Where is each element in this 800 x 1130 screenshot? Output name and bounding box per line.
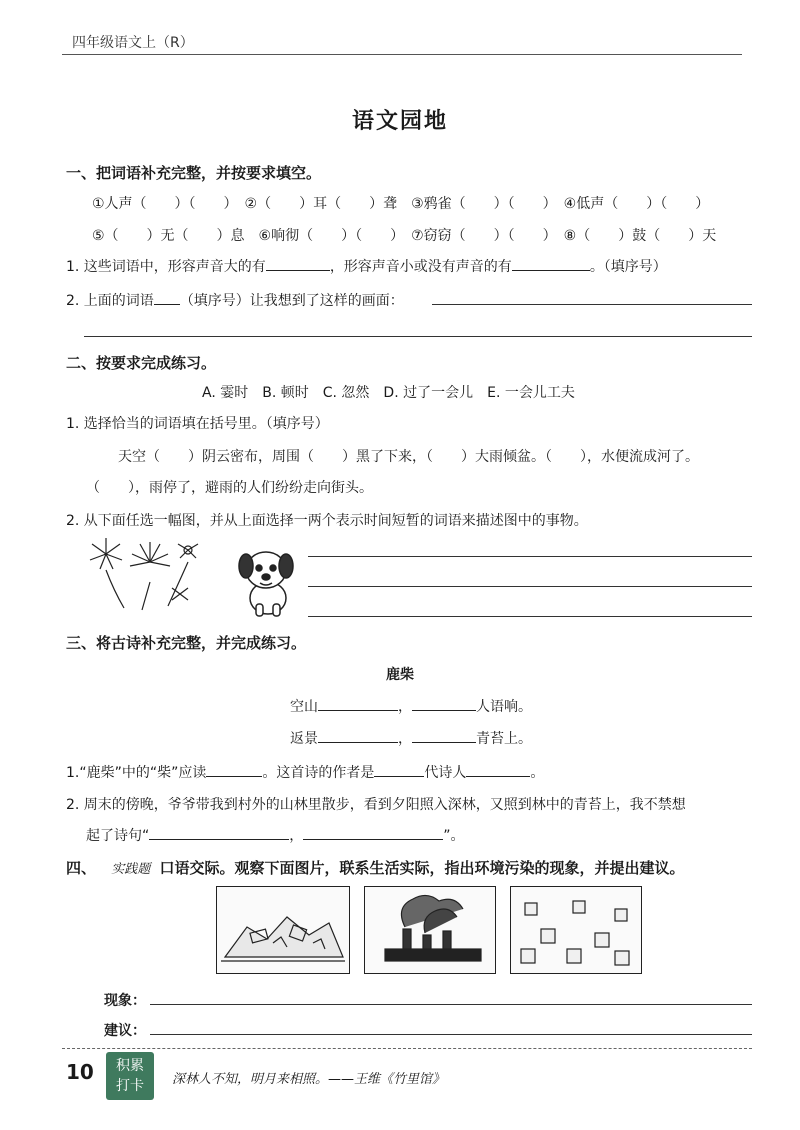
tree-stump	[595, 933, 609, 947]
suggestion-label: 建议：	[104, 1023, 146, 1039]
puppy-nose	[262, 574, 270, 580]
firework-trail	[168, 562, 188, 606]
tree-stump	[567, 949, 581, 963]
answer-blank-quiet[interactable]	[512, 256, 590, 271]
firework-burst	[178, 544, 198, 558]
tree-stump	[521, 949, 535, 963]
garbage-pile-picture	[216, 886, 350, 974]
answer-blank-poem[interactable]	[318, 728, 398, 743]
s3-question-1	[66, 762, 544, 782]
s2-fill-line-2: （ ），雨停了，避雨的人们纷纷走向街头。	[86, 480, 373, 496]
answer-blank-poem[interactable]	[318, 696, 398, 711]
answer-blank-loud[interactable]	[266, 256, 330, 271]
answer-blank-number[interactable]	[154, 290, 180, 305]
puppy-leg	[256, 604, 263, 616]
practice-tag: 实践题	[111, 862, 151, 877]
s1-q2-text-b: （填序号）让我想到了这样的画面：	[179, 293, 404, 309]
book-header: 四年级语文上（R）	[72, 35, 194, 51]
s1-q1-text-a: 1. 这些词语中，形容声音大的有	[66, 259, 266, 275]
factory-smoke-picture	[364, 886, 496, 974]
tree-stump	[525, 903, 537, 915]
firework-trail	[142, 582, 150, 610]
poem-title: 鹿柴	[386, 667, 414, 683]
tree-stump	[541, 929, 555, 943]
s1-question-2	[66, 290, 404, 310]
accumulation-badge	[106, 1052, 154, 1100]
poem-line-2-comma: ，	[398, 731, 412, 747]
badge-line-2: 打卡	[116, 1078, 144, 1094]
firework-burst	[90, 538, 122, 569]
answer-line[interactable]	[150, 1034, 752, 1035]
tree-stump	[615, 951, 629, 965]
answer-blank-poem[interactable]	[412, 696, 476, 711]
answer-blank-pinyin[interactable]	[206, 762, 262, 777]
firework-burst	[172, 588, 188, 600]
s3-question-2-line-2	[86, 825, 465, 845]
answer-blank-dynasty[interactable]	[374, 762, 424, 777]
poem-line-1-end: 人语响。	[476, 699, 532, 715]
s2-question-2: 2. 从下面任选一幅图，并从上面选择一两个表示时间短暂的词语来描述图中的事物。	[66, 513, 588, 529]
answer-line[interactable]	[150, 1004, 752, 1005]
section-4-heading: 口语交际。观察下面图片，联系生活实际，指出环境污染的现象，并提出建议。	[159, 859, 685, 877]
s3-q1-text-a: 1.“鹿柴”中的“柴”应读	[66, 765, 207, 781]
s3-q1-text-c: 代诗人	[424, 765, 467, 781]
puppy-leg	[273, 604, 280, 616]
phenomenon-label: 现象：	[104, 993, 146, 1009]
s1-q2-text-a: 2. 上面的词语	[66, 293, 154, 309]
factory-building	[385, 949, 481, 961]
poem-line-1	[290, 696, 532, 716]
poem-line-2-end: 青苔上。	[476, 731, 532, 747]
s3-q2-text-a: 起了诗句“	[86, 828, 150, 844]
poem-line-1-start: 空山	[290, 699, 318, 715]
tree-stump	[615, 909, 627, 921]
page-title: 语文园地	[351, 109, 448, 134]
answer-blank-verse[interactable]	[149, 825, 289, 840]
tree-stumps-picture	[510, 886, 642, 974]
section-4-number: 四、	[66, 859, 97, 877]
s1-q1-text-c: 。（填序号）	[589, 259, 667, 275]
header-divider	[62, 54, 742, 55]
section-4-heading-row	[66, 857, 685, 878]
answer-line[interactable]	[308, 556, 752, 557]
page-number: 10	[66, 1060, 94, 1084]
answer-line[interactable]	[308, 586, 752, 587]
s2-question-1: 1. 选择恰当的词语填在括号里。（填序号）	[66, 416, 329, 432]
answer-line[interactable]	[432, 304, 752, 305]
section-1-heading: 一、把词语补充完整，并按要求填空。	[66, 164, 322, 182]
s3-question-2-line-1: 2. 周末的傍晚，爷爷带我到村外的山林里散步，看到夕阳照入深林，又照到林中的青苔上，我不禁想	[66, 797, 686, 813]
puppy-ear	[279, 554, 293, 578]
answer-line[interactable]	[308, 616, 752, 617]
answer-blank-poet[interactable]	[466, 762, 530, 777]
s3-q2-text-b: ，	[289, 828, 304, 844]
firework-burst	[130, 542, 170, 566]
s2-fill-line-1: 天空（ ）阴云密布，周围（ ）黑了下来，（ ）大雨倾盆。（ ），水便流成河了。	[118, 449, 699, 465]
s1-question-1	[66, 256, 667, 276]
fireworks-illustration	[84, 536, 214, 616]
s3-q1-text-b: 。这首诗的作者是	[262, 765, 375, 781]
poem-line-2	[290, 728, 532, 748]
s2-options: A. 霎时 B. 顿时 C. 忽然 D. 过了一会儿 E. 一会儿工夫	[202, 385, 575, 401]
section-2-heading: 二、按要求完成练习。	[66, 354, 217, 372]
s1-word-row-2: ⑤（ ）无（ ）息 ⑥响彻（ ）（ ） ⑦窃窃（ ）（ ） ⑧（ ）鼓（ ）天	[92, 228, 717, 244]
s3-q2-text-c: ”。	[443, 828, 465, 844]
answer-line[interactable]	[84, 336, 752, 337]
poem-line-2-start: 返景	[290, 731, 318, 747]
footer-divider	[62, 1048, 752, 1049]
puppy-ear	[239, 554, 253, 578]
answer-blank-poem[interactable]	[412, 728, 476, 743]
s1-q1-text-b: ，形容声音小或没有声音的有	[329, 259, 512, 275]
puppy-illustration	[234, 544, 298, 620]
badge-line-1: 积累	[116, 1058, 144, 1074]
garbage-pile	[225, 917, 343, 957]
s3-q1-text-d: 。	[530, 765, 545, 781]
answer-blank-verse[interactable]	[303, 825, 443, 840]
poem-line-1-comma: ，	[398, 699, 412, 715]
section-3-heading: 三、将古诗补充完整，并完成练习。	[66, 634, 307, 652]
tree-stump	[573, 901, 585, 913]
puppy-eye	[270, 565, 276, 571]
puppy-eye	[256, 565, 262, 571]
s1-word-row-1: ①人声（ ）（ ） ②（ ）耳（ ）聋 ③鸦雀（ ）（ ） ④低声（ ）（ ）	[92, 196, 710, 212]
footer-quote: 深林人不知，明月来相照。——王维《竹里馆》	[172, 1072, 446, 1087]
firework-trail	[106, 570, 124, 608]
